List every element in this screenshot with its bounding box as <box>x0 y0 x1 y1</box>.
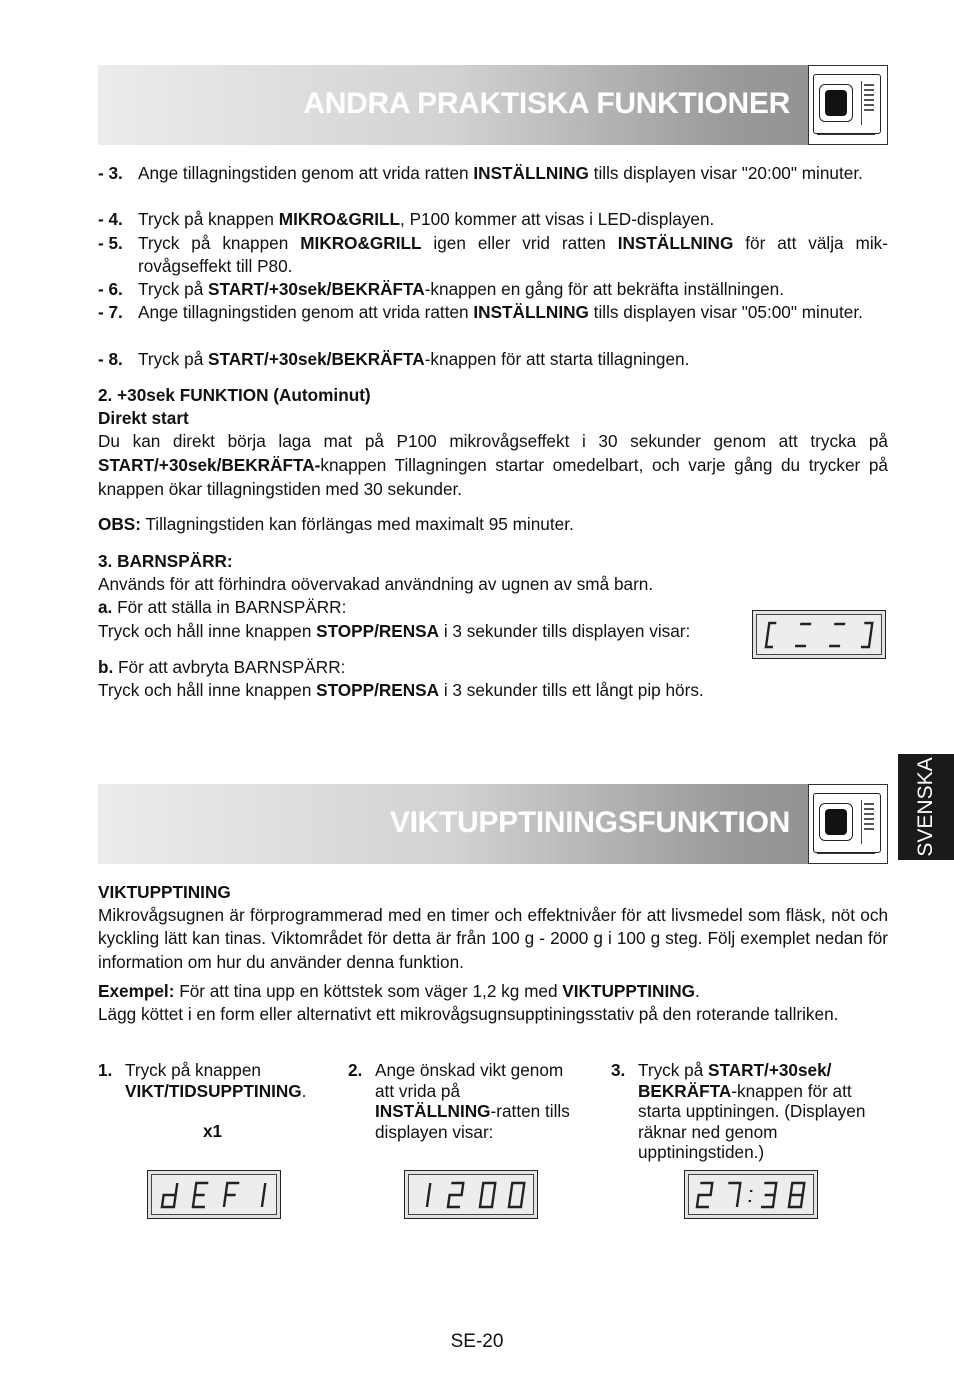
childlock-b-title: b. För att avbryta BARNSPÄRR: <box>98 657 346 677</box>
defrost-intro: Mikrovågsugnen är förprogrammerad med en timer och effektnivåer för att livsmedel som fläsk, nöt och kyckling lätt kan tinas. Viktområdet för detta är från 100 g - 2000 g i 100 g steg. Följ exemplet nedan för information om hur du använder denna funktion. <box>98 905 888 972</box>
section-title: ANDRA PRAKTISKA FUNKTIONER <box>303 87 790 120</box>
lcd-weight-glyphs <box>405 1171 537 1218</box>
page-number: SE-20 <box>450 1331 504 1352</box>
section-banner-practical <box>98 65 888 145</box>
childlock-b-text: Tryck och håll inne knappen STOPP/RENSA i 3 sekunder tills ett långt pip hörs. <box>98 680 704 700</box>
microwave-icon <box>808 65 888 145</box>
obs-note: OBS: Tillagningstiden kan förlängas med maximalt 95 minuter. <box>98 514 574 534</box>
step-6: - 6. Tryck på START/+30sek/BEKRÄFTA-knappen en gång för att bekräfta inställningen. <box>98 279 784 299</box>
microwave-icon <box>808 784 888 864</box>
defrost-step-1: 1. Tryck på knappen VIKT/TIDSUPPTINING. x1 <box>98 1060 307 1141</box>
lcd-childlock <box>752 610 886 659</box>
lcd-childlock-glyphs <box>753 611 885 658</box>
lcd-defrost-glyphs <box>148 1171 280 1218</box>
defrost-heading: VIKTUPPTINING <box>98 882 231 902</box>
step-4: - 4. Tryck på knappen MIKRO&GRILL, P100 kommer att visas i LED-displayen. <box>98 209 715 229</box>
section-title: VIKTUPPTININGSFUNKTION <box>389 806 790 839</box>
step-7: - 7. Ange tillagningstiden genom att vrida ratten INSTÄLLNING tills displayen visar "05:00" minuter. <box>98 302 863 322</box>
defrost-step-3: 3. Tryck på START/+30sek/ BEKRÄFTA-knappen för att starta upptiningen. (Displayen räknar ned genom upptiningstiden.) <box>611 1060 866 1162</box>
lcd-defrost <box>147 1170 281 1219</box>
defrost-step-2: 2. Ange önskad vikt genom att vrida på INSTÄLLNING-ratten tills displayen visar: <box>348 1060 570 1142</box>
childlock-heading: 3. BARNSPÄRR: <box>98 551 233 571</box>
plus30-subheading: Direkt start <box>98 408 189 428</box>
lcd-weight <box>404 1170 538 1219</box>
step-5: - 5. Tryck på knappen MIKRO&GRILL igen eller vrid ratten INSTÄLLNING för att välja mik-rovågseffekt till P80. <box>98 233 889 276</box>
plus30-heading: 2. +30sek FUNKTION (Autominut) <box>98 385 371 405</box>
lcd-countdown <box>684 1170 818 1219</box>
lcd-countdown-glyphs <box>685 1171 817 1218</box>
example: Exempel: För att tina upp en köttstek som väger 1,2 kg med VIKTUPPTINING. Lägg köttet i en form eller alternativt ett mikrovågsugnsupptiningsstativ på den roterande tallriken. <box>98 981 839 1025</box>
step-3: - 3. Ange tillagningstiden genom att vrida ratten INSTÄLLNING tills displayen visar "20:00" minuter. <box>98 163 863 183</box>
childlock-a-title: a. För att ställa in BARNSPÄRR: <box>98 597 347 617</box>
childlock-intro: Används för att förhindra oövervakad användning av ugnen av små barn. <box>98 574 654 594</box>
plus30-text: Du kan direkt börja laga mat på P100 mikrovågseffekt i 30 sekunder genom att trycka på START/+30sek/BEKRÄFTA-knappen Tillagningen startar omedelbart, och varje gång du trycker på knappen ökar tillagningstiden med 30 sekunder. <box>98 431 888 499</box>
step-8: - 8. Tryck på START/+30sek/BEKRÄFTA-knappen för att starta tillagningen. <box>98 349 690 369</box>
press-count: x1 <box>203 1121 223 1141</box>
childlock-a-text: Tryck och håll inne knappen STOPP/RENSA i 3 sekunder tills displayen visar: <box>98 621 691 641</box>
section-banner-defrost <box>98 784 888 864</box>
language-tab: SVENSKA <box>898 754 954 860</box>
